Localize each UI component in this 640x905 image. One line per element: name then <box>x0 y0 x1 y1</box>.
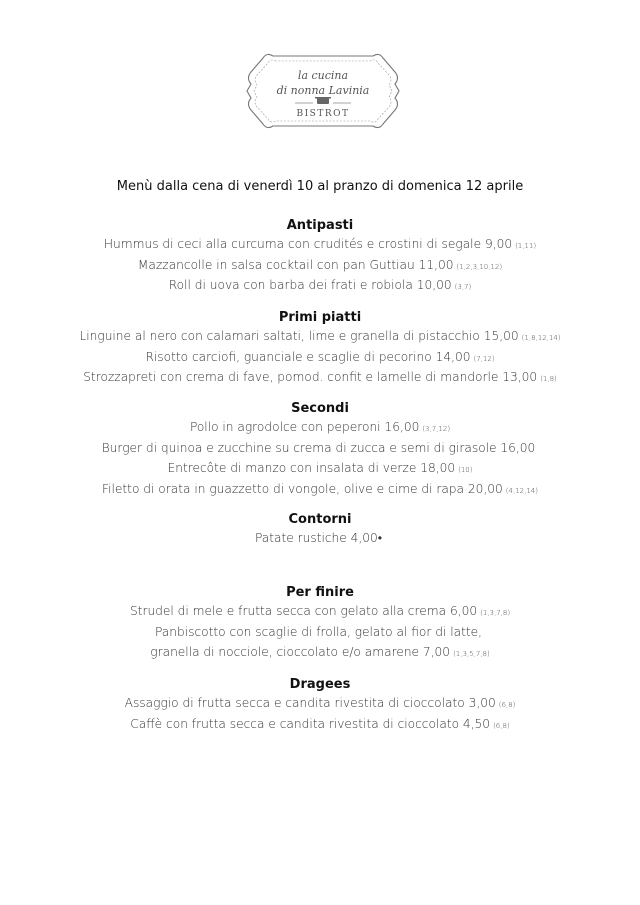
item-text: Assaggio di frutta secca e candita rivestita di cioccolato 3,00 <box>124 696 496 710</box>
menu-title: Menù dalla cena di venerdì 10 al pranzo di domenica 12 aprile <box>116 179 524 194</box>
menu-item <box>0 602 640 623</box>
menu-item <box>0 276 640 297</box>
item-allergens: (7,12) <box>473 354 495 363</box>
section-antipasti <box>0 217 640 297</box>
menu-item <box>0 368 640 389</box>
menu-item <box>0 480 640 501</box>
menu-item <box>0 235 640 256</box>
menu-item <box>0 348 640 369</box>
section-heading: Per finire <box>286 585 354 600</box>
menu-item <box>0 623 640 644</box>
section-secondi <box>0 400 640 500</box>
section-heading: Secondi <box>291 401 349 416</box>
item-text: Strudel di mele e frutta secca con gelato alla crema 6,00 <box>129 604 478 618</box>
item-text: Hummus di ceci alla curcuma con crudités e crostini di segale 9,00 <box>103 237 513 251</box>
section-heading: Dragees <box>289 677 351 692</box>
menu-item <box>0 715 640 736</box>
item-text: Roll di uova con barba dei frati e robiola 10,00 <box>168 278 452 292</box>
logo-line-3: BISTROT <box>296 109 350 119</box>
section-primi-piatti <box>0 309 640 389</box>
menu-item <box>0 643 640 664</box>
menu-item <box>0 529 640 550</box>
item-text: Filetto di orata in guazzetto di vongole, olive e cime di rapa 20,00 <box>102 481 503 496</box>
item-text: Patate rustiche 4,00• <box>254 531 383 545</box>
menu-item <box>0 439 640 460</box>
item-text: Strozzapreti con crema di fave, pomod. confit e lamelle di mandorle 13,00 <box>83 370 538 384</box>
item-text: Linguine al nero con calamari saltati, lime e granella di pistacchio 15,00 <box>79 329 519 343</box>
section-heading: Primi piatti <box>278 310 362 325</box>
item-allergens: (6,8) <box>493 721 510 730</box>
item-allergens: (4,12,14) <box>505 486 538 495</box>
item-allergens: (1,8,12,14) <box>521 334 561 342</box>
bistrot-logo <box>243 50 403 132</box>
item-allergens: (1,11) <box>515 242 537 250</box>
item-allergens: (1,3,5,7,8) <box>453 650 490 658</box>
item-allergens: (6,8) <box>498 701 516 709</box>
item-allergens: (3,7,12) <box>422 425 451 433</box>
cooking-pot-icon <box>315 97 331 104</box>
item-text: granella di nocciole, cioccolato e/o amarene 7,00 <box>150 645 451 659</box>
item-text: Risotto carciofi, guanciale e scaglie di pecorino 14,00 <box>145 349 471 364</box>
item-text: Entrecôte di manzo con insalata di verze 18,00 <box>167 461 456 475</box>
item-text: Caffè con frutta secca e candita rivestita di cioccolato 4,50 <box>130 716 491 731</box>
item-text: Pollo in agrodolce con peperoni 16,00 <box>189 420 420 434</box>
logo-frame <box>243 50 403 132</box>
menu-item <box>0 459 640 480</box>
logo-line-2: di nonna Lavinia <box>276 84 370 97</box>
section-heading: Contorni <box>288 512 352 527</box>
section-heading: Antipasti <box>286 218 354 233</box>
logo-line-1: la cucina <box>297 69 349 82</box>
item-allergens: (1,2,3,10,12) <box>456 262 503 271</box>
menu-item <box>0 418 640 439</box>
item-allergens: (1,8) <box>540 375 557 383</box>
item-allergens: (1,3,7,8) <box>480 609 511 617</box>
item-text: Mazzancolle in salsa cocktail con pan Guttiau 11,00 <box>137 257 454 272</box>
item-text: Panbiscotto con scaglie di frolla, gelato al fior di latte, <box>154 624 483 639</box>
menu-item <box>0 327 640 348</box>
section-contorni <box>0 511 640 550</box>
item-allergens: (10) <box>458 466 473 474</box>
item-allergens: (3,7) <box>454 283 472 291</box>
section-per-finire <box>0 584 640 664</box>
item-text: Burger di quinoa e zucchine su crema di zucca e semi di girasole 16,00 <box>101 440 536 455</box>
menu-item <box>0 256 640 277</box>
section-dragees <box>0 676 640 735</box>
menu-item <box>0 694 640 715</box>
